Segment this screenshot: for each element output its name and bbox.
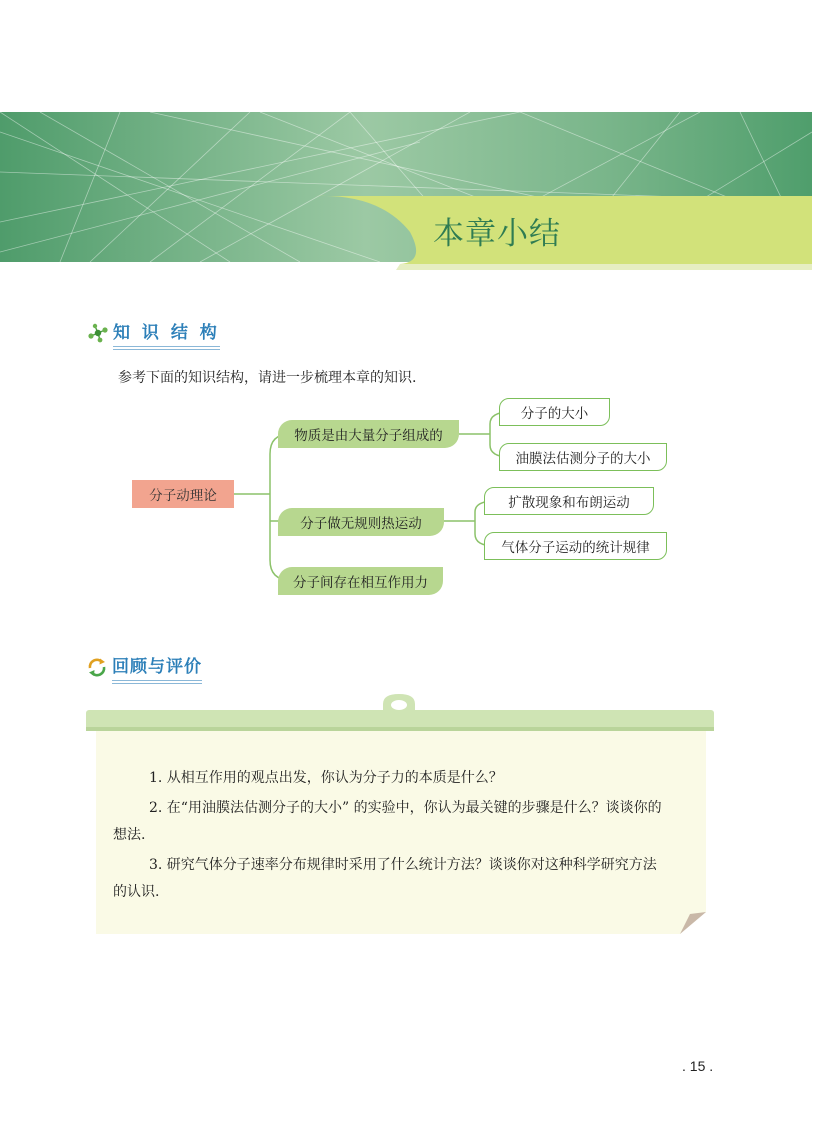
mind-map-branch: 分子间存在相互作用力 [278, 567, 443, 595]
mind-map-branch: 物质是由大量分子组成的 [278, 420, 459, 448]
mind-map-leaf: 气体分子运动的统计规律 [484, 532, 667, 560]
page-number: . 15 . [682, 1058, 714, 1074]
review-questions [113, 765, 669, 909]
chapter-title: 本章小结 [433, 216, 561, 252]
intro-text: 参考下面的知识结构，请进一步梳理本章的知识. [118, 370, 417, 386]
question-item: 2. 在“用油膜法估测分子的大小” 的实验中，你认为最关键的步骤是什么？谈谈你的想法. [113, 800, 662, 843]
mind-map-leaf: 分子的大小 [499, 398, 610, 426]
section-heading-label: 回顾与评价 [112, 652, 202, 681]
question-item: 3. 研究气体分子速率分布规律时采用了什么统计方法？谈谈你对这种科学研究方法的认识. [113, 857, 657, 900]
mind-map-root: 分子动理论 [132, 480, 234, 508]
mind-map-branch: 分子做无规则热运动 [278, 508, 444, 536]
section-heading-label: 知 识 结 构 [113, 318, 220, 347]
mind-map-leaf: 扩散现象和布朗运动 [484, 487, 654, 515]
question-item: 1. 从相互作用的观点出发，你认为分子力的本质是什么？ [149, 770, 503, 786]
mind-map-leaf: 油膜法估测分子的大小 [499, 443, 667, 471]
